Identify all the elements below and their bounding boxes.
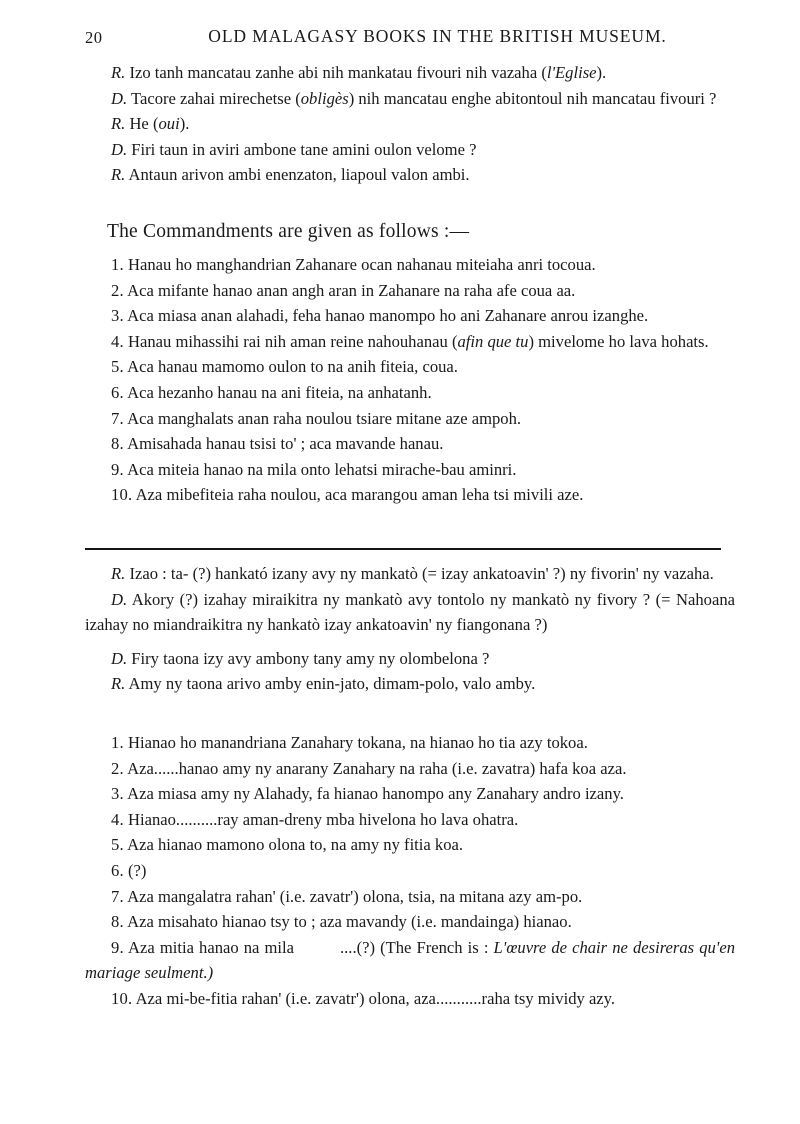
item-number: 3. <box>111 784 124 804</box>
item-number: 2. <box>111 758 124 778</box>
dialogue-tail: ) nih mancatau enghe abitontoul nih mancatau fivouri ? <box>348 88 717 108</box>
section-divider-rule <box>85 548 721 550</box>
item-number: 4. <box>111 331 124 351</box>
speaker-label: R. <box>111 674 126 694</box>
commandment-item <box>85 909 735 935</box>
speaker-label: R. <box>111 63 126 82</box>
item-text: Aza mi-be-fitia rahan' (i.e. zavatr') olona, aza...........raha tsy mividy azy. <box>135 988 616 1008</box>
item-number: 10. <box>111 988 133 1008</box>
commandment-item <box>85 807 735 833</box>
item-text: (?) <box>128 860 147 880</box>
commandment-item <box>85 482 735 508</box>
dialogue-bottom-section <box>85 561 735 697</box>
dialogue-line <box>85 86 735 112</box>
dialogue-line <box>85 162 735 188</box>
item-number: 7. <box>111 408 124 428</box>
commandment-item <box>85 380 735 406</box>
item-text: Hanau mihassihi rai nih aman reine nahouhanau ( <box>128 331 458 351</box>
item-number: 2. <box>111 280 124 300</box>
dialogue-text: Izao : ta- (?) hankató izany avy ny mankatò (= izay ankatoavin' ?) ny fivorin' ny vazaha. <box>129 564 714 583</box>
item-text: Aca mifante hanao anan angh aran in Zahanare na raha afe coua aa. <box>127 280 576 300</box>
dialogue-line <box>85 646 735 672</box>
dialogue-line <box>85 60 735 86</box>
dialogue-tail: ). <box>596 63 607 82</box>
dialogue-italic: oui <box>158 114 180 134</box>
item-number: 7. <box>111 886 124 906</box>
item-text: Hianao..........ray aman-dreny mba hivelona ho lava ohatra. <box>128 809 519 829</box>
commandment-item <box>85 354 735 380</box>
commandment-item <box>85 986 735 1012</box>
commandment-item <box>85 884 735 910</box>
item-number: 6. <box>111 860 124 880</box>
commandment-item <box>85 303 735 329</box>
speaker-label: D. <box>111 589 128 609</box>
item-text: Hanau ho manghandrian Zahanare ocan nahanau miteiaha anri tocoua. <box>128 255 596 274</box>
commandments-top-list <box>85 252 735 508</box>
running-title: OLD MALAGASY BOOKS IN THE BRITISH MUSEUM. <box>208 26 667 46</box>
item-number: 5. <box>111 357 124 377</box>
commandment-item <box>85 730 735 756</box>
item-text: Aza mangalatra rahan' (i.e. zavatr') olona, tsia, na mitana azy am-po. <box>127 886 583 906</box>
item-number: 9. <box>111 937 124 957</box>
item-number: 1. <box>111 255 124 274</box>
item-text: Hianao ho manandriana Zanahary tokana, na hianao ho tia azy tokoa. <box>128 733 588 752</box>
item-number: 3. <box>111 306 124 326</box>
item-number: 8. <box>111 434 124 454</box>
dialogue-text: Firi taun in aviri ambone tane amini oulon velome ? <box>131 139 477 159</box>
item-text: Aza hianao mamono olona to, na amy ny fitia koa. <box>127 835 464 855</box>
dialogue-top-section <box>85 60 735 188</box>
dialogue-text: Firy taona izy avy ambony tany amy ny olombelona ? <box>131 648 490 668</box>
dialogue-text: Izo tanh mancatau zanhe abi nih mankatau fivouri nih vazaha ( <box>129 63 547 82</box>
dialogue-text: He ( <box>129 114 159 134</box>
commandments-bottom-list <box>85 730 735 1012</box>
item-text: Aza miasa amy ny Alahady, fa hianao hanompo any Zanahary andro izany. <box>127 784 624 804</box>
item-number: 8. <box>111 912 124 932</box>
speaker-label: R. <box>111 114 126 134</box>
item-text: Aza mitia hanao na mila <box>128 937 294 957</box>
commandments-heading-wrap <box>85 219 735 245</box>
item-text: Aza......hanao amy ny anarany Zanahary na raha (i.e. zavatra) hafa koa aza. <box>127 758 627 778</box>
speaker-label: D. <box>111 139 128 159</box>
dialogue-line <box>85 111 735 137</box>
commandment-item <box>85 329 735 355</box>
dialogue-italic: l'Eglise <box>546 63 597 82</box>
dialogue-tail: ). <box>179 114 190 134</box>
speaker-label: R. <box>111 564 126 583</box>
dialogue-line <box>85 137 735 163</box>
commandment-item <box>85 756 735 782</box>
commandment-item <box>85 858 735 884</box>
dialogue-italic: obligès <box>300 88 349 108</box>
dialogue-text: Antaun arivon ambi enenzaton, liapoul valon ambi. <box>128 165 470 185</box>
dialogue-line <box>85 587 735 638</box>
commandment-item <box>85 406 735 432</box>
item-number: 4. <box>111 809 124 829</box>
item-text: Aca hanau mamomo oulon to na anih fiteia, coua. <box>127 357 458 377</box>
dialogue-text: Akory (?) izahay miraikitra ny mankatò avy tontolo ny mankatò ny fivory ? (= Nahoana izahay no miandraikitra ny hankatò izay ankatoavin' ny fiangonana ?) <box>85 589 736 635</box>
section-heading: The Commandments are given as follows :— <box>107 221 470 242</box>
item-text: Aca miasa anan alahadi, feha hanao manompo ho ani Zahanare anrou izanghe. <box>127 306 649 326</box>
item-number: 6. <box>111 382 124 402</box>
item-tail: ) mivelome ho lava hohats. <box>528 331 709 351</box>
item-text: Aza mibefiteia raha noulou, aca marangou aman leha tsi mivili aze. <box>135 485 584 505</box>
item-text: Amisahada hanau tsisi to' ; aca mavande hanau. <box>127 434 444 454</box>
commandment-item <box>85 935 735 986</box>
item-number: 9. <box>111 459 124 479</box>
speaker-label: D. <box>111 88 128 108</box>
speaker-label: R. <box>111 165 126 185</box>
commandment-item <box>85 832 735 858</box>
item-text: Aza misahato hianao tsy to ; aza mavandy (i.e. mandainga) hianao. <box>127 912 572 932</box>
dialogue-text: Tacore zahai mirechetse ( <box>131 88 301 108</box>
commandment-item <box>85 457 735 483</box>
commandment-item <box>85 781 735 807</box>
item-number: 5. <box>111 835 124 855</box>
item-number: 1. <box>111 733 124 752</box>
dialogue-text: Amy ny taona arivo amby enin-jato, dimam-polo, valo amby. <box>128 674 536 694</box>
page-number: 20 <box>85 28 103 47</box>
item-italic-french: L'œuvre de chair ne desireras qu'en mariage seulment.) <box>85 937 736 983</box>
dialogue-line <box>85 671 735 697</box>
item-text: Aca miteia hanao na mila onto lehatsi mirache-bau aminri. <box>127 459 517 479</box>
commandment-item <box>85 431 735 457</box>
item-text: Aca manghalats anan raha noulou tsiare mitane aze ampoh. <box>127 408 522 428</box>
commandment-item <box>85 252 735 278</box>
speaker-label: D. <box>111 648 128 668</box>
item-italic: afin que tu <box>457 331 529 351</box>
item-text: Aca hezanho hanau na ani fiteia, na anhatanh. <box>127 382 432 402</box>
running-head <box>85 26 735 50</box>
dialogue-line <box>85 561 735 587</box>
commandment-item <box>85 278 735 304</box>
item-number: 10. <box>111 485 133 505</box>
item-text-continued: ....(?) (The French is : <box>340 937 494 957</box>
